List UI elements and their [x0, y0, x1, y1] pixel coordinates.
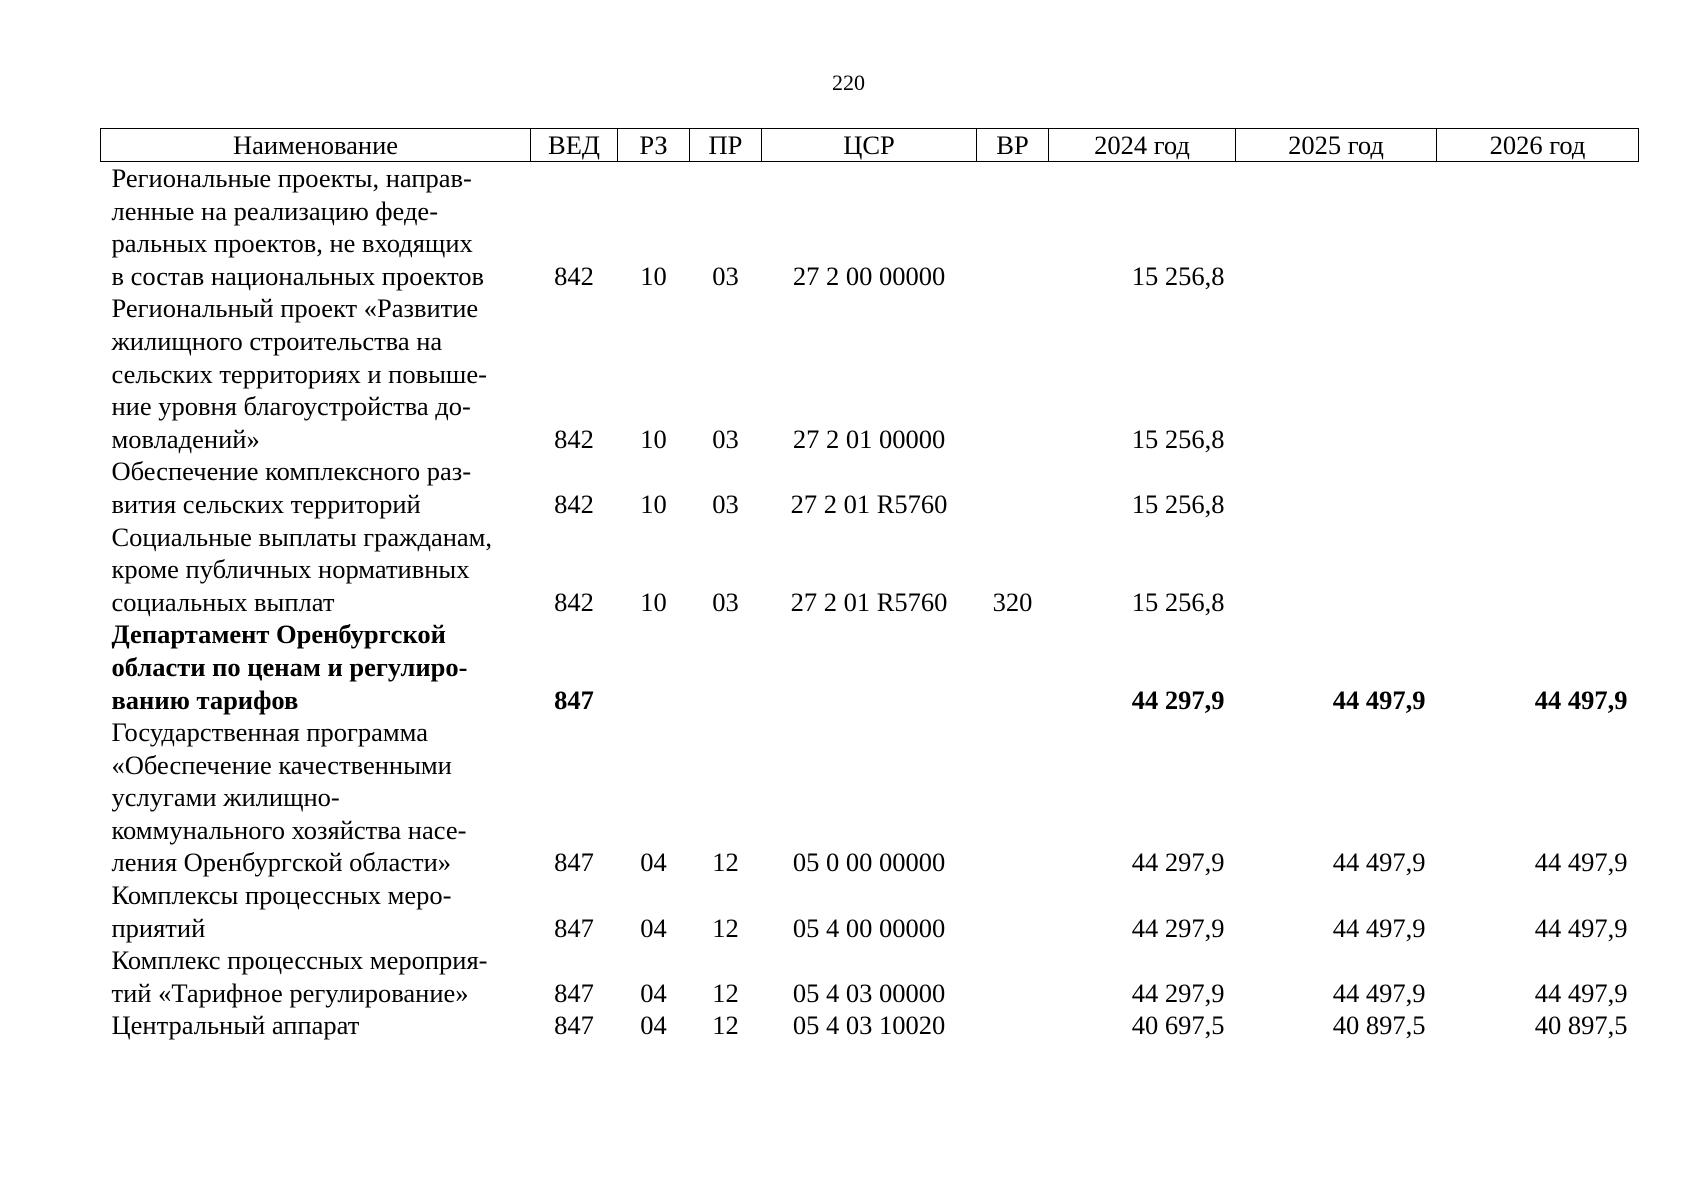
- name-line: Государственная программа: [111, 717, 428, 748]
- cell-vr: [977, 292, 1049, 455]
- cell-csr: 27 2 01 R5760: [790, 586, 948, 617]
- cell-2026: 44 497,9: [1534, 847, 1628, 878]
- table-row: [101, 521, 1639, 619]
- name-line: вития сельских территорий: [111, 488, 421, 519]
- header-vr: ВР: [977, 129, 1049, 162]
- cell-ved: 842: [554, 488, 594, 519]
- cell-name: [101, 292, 531, 455]
- cell-2026: [1437, 162, 1639, 293]
- cell-rz: 10: [640, 586, 667, 617]
- name-line: ванию тарифов: [111, 684, 299, 715]
- cell-2024: 15 256,8: [1131, 260, 1225, 291]
- cell-2025: 44 497,9: [1332, 847, 1426, 878]
- cell-ved: 842: [554, 260, 594, 291]
- cell-2026: [1437, 292, 1639, 455]
- header-csr: ЦСР: [762, 129, 977, 162]
- cell-rz: 04: [640, 912, 667, 943]
- name-line: Социальные выплаты гражданам,: [111, 521, 493, 552]
- name-line: ральных проектов, не входящих: [111, 228, 473, 259]
- name-line: «Обеспечение качественными: [111, 749, 452, 780]
- header-pr: ПР: [690, 129, 762, 162]
- name-line: Центральный аппарат: [111, 1010, 360, 1041]
- cell-ved: 847: [554, 912, 594, 943]
- cell-2026: 44 497,9: [1534, 977, 1628, 1008]
- cell-csr: 27 2 00 00000: [792, 260, 946, 291]
- name-line: Региональные проекты, направ-: [111, 163, 472, 193]
- cell-2025: 44 497,9: [1332, 912, 1426, 943]
- cell-ved: 847: [554, 1010, 594, 1041]
- cell-rz: [618, 618, 690, 716]
- page-number: 220: [832, 70, 865, 95]
- cell-ved: 847: [554, 847, 594, 878]
- cell-rz: 10: [640, 488, 667, 519]
- name-line: жилищного строительства на: [111, 325, 443, 356]
- cell-pr: 03: [712, 423, 739, 454]
- cell-2026: [1437, 521, 1639, 619]
- table-row: [101, 716, 1639, 879]
- name-line: тий «Тарифное регулирование»: [111, 977, 469, 1008]
- header-2024: 2024 год: [1049, 129, 1236, 162]
- name-line: ления Оренбургской области»: [111, 847, 452, 878]
- cell-vr: [977, 618, 1049, 716]
- cell-csr: 27 2 01 R5760: [790, 488, 948, 519]
- header-2026: 2026 год: [1437, 129, 1639, 162]
- cell-vr: [977, 1009, 1049, 1042]
- cell-2026: [1437, 455, 1639, 520]
- cell-vr: [977, 455, 1049, 520]
- cell-2024: 15 256,8: [1131, 586, 1225, 617]
- cell-2026: 44 497,9: [1534, 912, 1628, 943]
- table-header: [101, 129, 1639, 162]
- name-line: Комплексы процессных меро-: [111, 880, 452, 911]
- name-line: услугами жилищно-: [111, 782, 340, 813]
- cell-2024: 44 297,9: [1131, 847, 1225, 878]
- cell-vr: [977, 944, 1049, 1009]
- name-line: ние уровня благоустройства до-: [111, 391, 471, 422]
- cell-pr: 12: [712, 977, 739, 1008]
- cell-pr: 03: [712, 488, 739, 519]
- table-row: [101, 162, 1639, 293]
- cell-name: [101, 618, 531, 716]
- cell-ved: 842: [554, 586, 594, 617]
- cell-ved: 847: [554, 684, 594, 715]
- cell-2026: 40 897,5: [1534, 1010, 1628, 1041]
- cell-2025: 40 897,5: [1332, 1010, 1426, 1041]
- name-line: сельских территориях и повыше-: [111, 358, 487, 389]
- cell-2025: [1236, 292, 1437, 455]
- cell-2025: 44 497,9: [1332, 977, 1426, 1008]
- name-line: ленные на реализацию феде-: [111, 195, 439, 226]
- cell-csr: 05 0 00 00000: [792, 847, 946, 878]
- name-line: Комплекс процессных мероприя-: [111, 945, 488, 976]
- cell-2025: [1236, 521, 1437, 619]
- cell-pr: [690, 618, 762, 716]
- cell-2024: 44 297,9: [1131, 977, 1225, 1008]
- cell-2024: 44 297,9: [1131, 912, 1225, 943]
- header-name: Наименование: [101, 129, 531, 162]
- table-row: [101, 879, 1639, 944]
- name-line: области по ценам и регулиро-: [111, 651, 468, 682]
- cell-name: [101, 162, 531, 293]
- name-line: Региональный проект «Развитие: [111, 293, 479, 324]
- cell-vr: 320: [992, 586, 1033, 617]
- cell-name: [101, 1009, 531, 1042]
- header-ved: ВЕД: [531, 129, 618, 162]
- table-row: [101, 1009, 1639, 1042]
- name-line: коммунального хозяйства насе-: [111, 814, 467, 845]
- header-rz: РЗ: [618, 129, 690, 162]
- cell-vr: [977, 879, 1049, 944]
- cell-rz: 04: [640, 847, 667, 878]
- cell-2024: 40 697,5: [1131, 1010, 1225, 1041]
- name-line: в состав национальных проектов: [111, 260, 485, 291]
- table-row: [101, 292, 1639, 455]
- cell-pr: 12: [712, 1010, 739, 1041]
- cell-vr: [977, 162, 1049, 293]
- name-line: кроме публичных нормативных: [111, 554, 470, 585]
- name-line: мовладений»: [111, 423, 260, 454]
- table-body: [101, 162, 1639, 1043]
- cell-2025: [1236, 455, 1437, 520]
- table-row: [101, 455, 1639, 520]
- cell-rz: 04: [640, 977, 667, 1008]
- cell-csr: 05 4 03 00000: [792, 977, 946, 1008]
- cell-csr: 05 4 03 10020: [792, 1010, 946, 1041]
- cell-name: [101, 944, 531, 1009]
- cell-csr: 05 4 00 00000: [792, 912, 946, 943]
- cell-ved: 842: [554, 423, 594, 454]
- cell-2024: 15 256,8: [1131, 423, 1225, 454]
- cell-pr: 03: [712, 260, 739, 291]
- table-row: [101, 944, 1639, 1009]
- cell-2024: 44 297,9: [1131, 684, 1225, 715]
- cell-name: [101, 521, 531, 619]
- cell-name: [101, 879, 531, 944]
- name-line: социальных выплат: [111, 586, 335, 617]
- cell-pr: 12: [712, 847, 739, 878]
- budget-table: [100, 128, 1639, 1042]
- cell-rz: 04: [640, 1010, 667, 1041]
- cell-name: [101, 455, 531, 520]
- name-line: Обеспечение комплексного раз-: [111, 456, 472, 487]
- cell-name: [101, 716, 531, 879]
- name-line: приятий: [111, 912, 206, 943]
- cell-pr: 03: [712, 586, 739, 617]
- cell-pr: 12: [712, 912, 739, 943]
- cell-2026: 44 497,9: [1534, 684, 1628, 715]
- name-line: Департамент Оренбургской: [111, 619, 446, 650]
- cell-2024: 15 256,8: [1131, 488, 1225, 519]
- cell-rz: 10: [640, 260, 667, 291]
- cell-2025: 44 497,9: [1332, 684, 1426, 715]
- cell-csr: [762, 618, 977, 716]
- cell-csr: 27 2 01 00000: [792, 423, 946, 454]
- cell-ved: 847: [554, 977, 594, 1008]
- table-row: [101, 618, 1639, 716]
- cell-vr: [977, 716, 1049, 879]
- cell-2025: [1236, 162, 1437, 293]
- header-2025: 2025 год: [1236, 129, 1437, 162]
- header-row: [101, 129, 1639, 162]
- cell-rz: 10: [640, 423, 667, 454]
